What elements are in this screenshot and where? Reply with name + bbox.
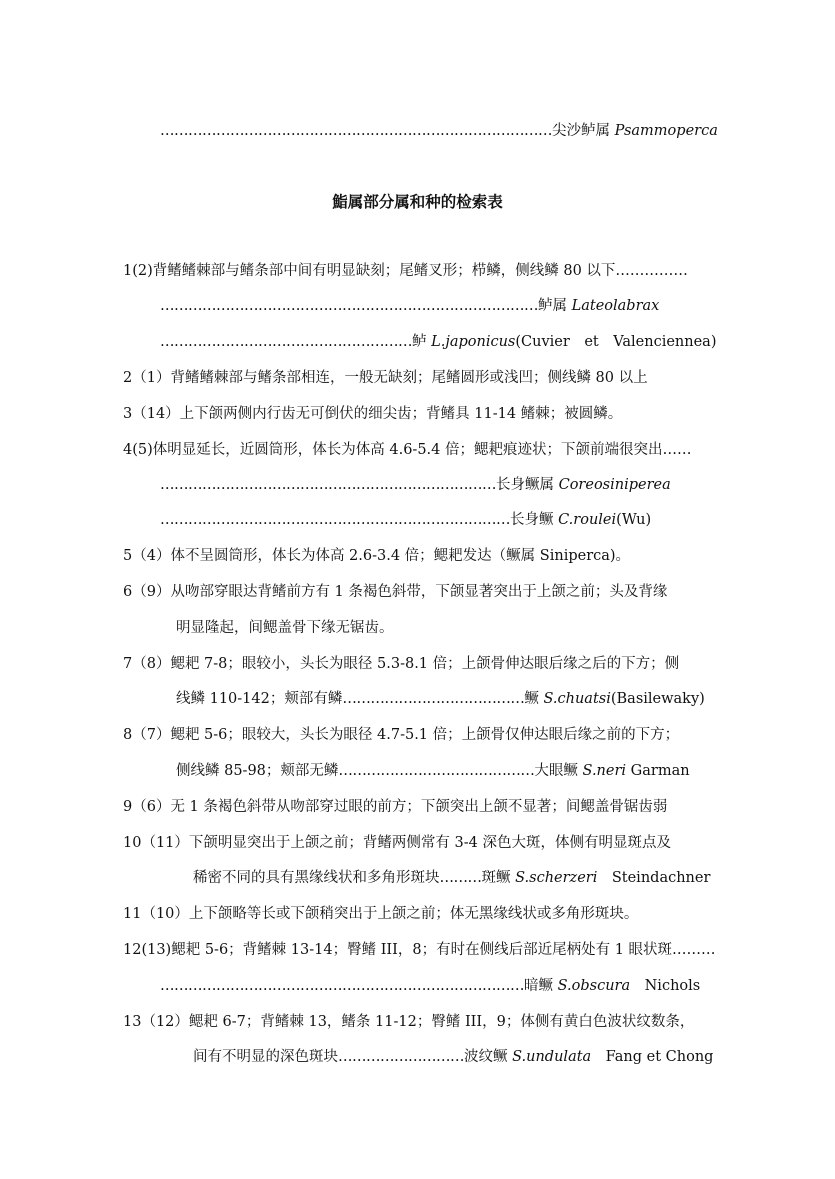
key-entry-2: ………………………………………………………………………鲈属 Lateolabrax <box>160 298 660 314</box>
key-entry-16: 9（6）无 1 条褐色斜带从吻部穿过眼的前方；下颌突出上颌不显著；间鳃盖骨锯齿弱 <box>123 799 668 815</box>
dot-leader: …………………………………… <box>338 763 535 779</box>
dot-leader: ……………………… <box>338 1049 464 1065</box>
dot-leader: ……………………………………………………………………… <box>160 298 538 314</box>
key-entry-4: 2（1）背鳍鳍棘部与鳍条部相连，一般无缺刻；尾鳍圆形或浅凹；侧线鳞 80 以上 <box>123 370 648 386</box>
key-entry-14: 8（7）鳃耙 5-6；眼较大，头长为眼径 4.7-5.1 倍；上颌骨仅伸达眼后缘之前的下方； <box>123 727 680 743</box>
genus-name: 尖沙鲈属 <box>552 123 615 139</box>
dot-leader: ……………………………………………… <box>160 334 412 350</box>
key-entry-19: 11（10）上下颌略等长或下颌稍突出于上颌之前；体无黑缘线状或多角形斑块。 <box>123 906 639 922</box>
top-line <box>160 121 718 141</box>
key-entry-8: …………………………………………………………………长身鳜 C.roulei(Wu) <box>160 512 652 528</box>
key-entry-3: ………………………………………………鲈 L.japonicus(Cuvier et Valenciennea) <box>160 334 717 350</box>
key-entry-12: 7（8）鳃耙 7-8；眼较小，头长为眼径 5.3-8.1 倍；上颌骨伸达眼后缘之后的下方；侧 <box>123 656 680 672</box>
dot-leader: ………………………………………………………………………… <box>160 123 552 139</box>
latin-name: Psammoperca <box>614 123 718 139</box>
key-entry-1: 1(2)背鳍鳍棘部与鳍条部中间有明显缺刻；尾鳍叉形；栉鳞，侧线鳞 80 以下…………… <box>123 263 688 279</box>
key-entry-5: 3（14）上下颌两侧内行齿无可倒伏的细尖齿；背鳍具 11-14 鳍棘；被圆鳞。 <box>123 406 623 422</box>
dot-leader: ……………………………………………………………… <box>160 477 496 493</box>
page-title: 鮨属部分属和种的检索表 <box>332 192 503 211</box>
key-entry-10: 6（9）从吻部穿眼达背鳍前方有 1 条褐色斜带，下颌显著突出于上颌之前；头及背缘 <box>123 584 668 600</box>
key-entry-21: ……………………………………………………………………暗鳜 S.obscura Nichols <box>160 978 701 994</box>
key-entry-20: 12(13)鳃耙 5-6；背鳍棘 13-14；臀鳍 III，8；有时在侧线后部近尾柄处有 1 眼状斑……… <box>123 942 716 958</box>
dot-leader: ………………………………………………………………… <box>160 512 510 528</box>
key-entry-23: 间有不明显的深色斑块………………………波纹鳜 S.undulata Fang et Chong <box>193 1049 714 1065</box>
key-entry-17: 10（11）下颌明显突出于上颌之前；背鳍两侧常有 3-4 深色大斑，体侧有明显斑点及 <box>123 835 671 851</box>
key-entry-13: 线鳞 110-142；颊部有鳞…………………………………鳜 S.chuatsi(Basilewaky) <box>176 691 705 707</box>
key-entry-11: 明显隆起，间鳃盖骨下缘无锯齿。 <box>176 620 394 636</box>
key-entry-7: ………………………………………………………………长身鳜属 Coreosiniperea <box>160 477 671 493</box>
key-entry-22: 13（12）鳃耙 6-7；背鳍棘 13，鳍条 11-12；臀鳍 III，9；体侧有黄白色波状纹数条， <box>123 1014 695 1030</box>
key-entry-18: 稀密不同的具有黑缘线状和多角形斑块………斑鳜 S.scherzeri Steindachner <box>193 870 711 886</box>
key-entry-6: 4(5)体明显延长，近圆筒形，体长为体高 4.6-5.4 倍；鳃耙痕迹状；下颌前端很突出…… <box>123 442 692 458</box>
key-entry-15: 侧线鳞 85-98；颊部无鳞……………………………………大眼鳜 S.neri Garman <box>176 763 690 779</box>
key-entry-9: 5（4）体不呈圆筒形，体长为体高 2.6-3.4 倍；鳃耙发达（鳜属 Siniperca)。 <box>123 548 631 564</box>
dot-leader: …………………………………………………………………… <box>160 978 524 994</box>
dot-leader: ………………………………… <box>342 691 525 707</box>
dot-leader: ……… <box>439 870 482 886</box>
